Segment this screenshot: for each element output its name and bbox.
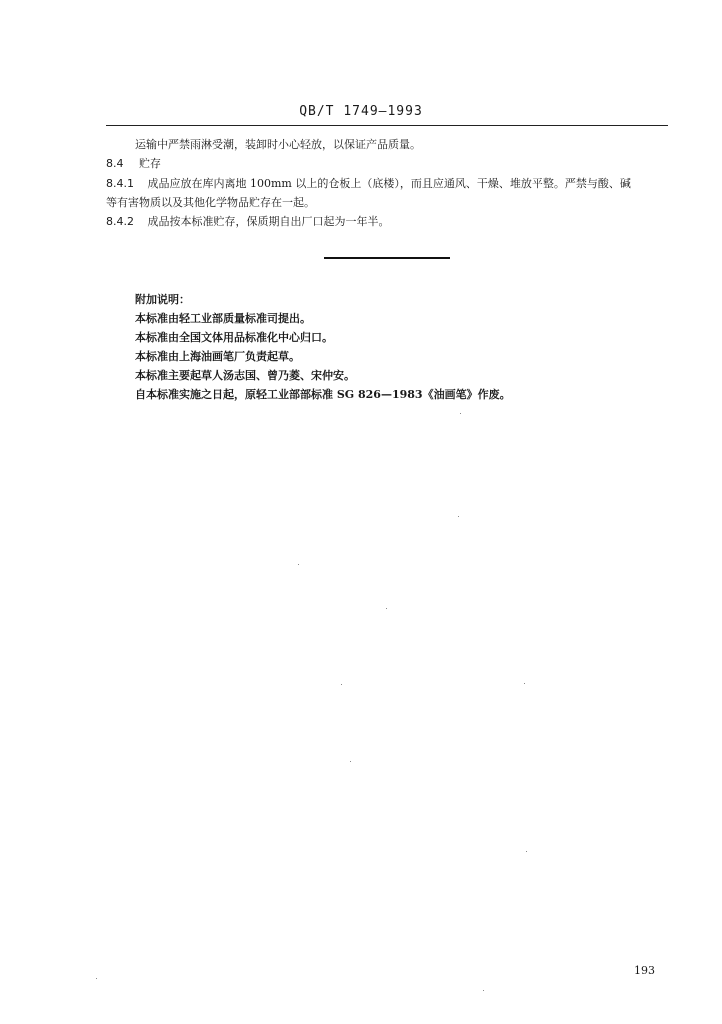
header-rule [106, 125, 668, 126]
section-8-4-1-line1 [106, 177, 631, 191]
scan-speck [526, 851, 527, 852]
scan-speck [460, 413, 461, 414]
scan-speck [483, 990, 484, 991]
scan-speck [350, 761, 351, 762]
section-8-4-heading [106, 157, 161, 171]
scan-speck [341, 684, 342, 685]
scan-speck [298, 564, 299, 565]
notes-heading: 附加说明： [135, 293, 190, 306]
section-8-4-number: 8.4 [106, 157, 124, 170]
section-8-4-title: 贮存 [139, 157, 161, 170]
note-item: 自本标准实施之日起，原轻工业部部标准 SG 826—1983《油画笔》作废。 [135, 388, 511, 401]
section-8-4-1-number: 8.4.1 [106, 177, 134, 190]
section-8-4-1-text-line1: 成品应放在库内离地 100mm 以上的仓板上（底楼），而且应通风、干燥、堆放平整。严禁与酸、碱 [147, 177, 631, 190]
scan-speck [386, 608, 387, 609]
scan-speck [458, 516, 459, 517]
end-rule [324, 257, 450, 259]
scan-speck [96, 978, 97, 979]
page-number: 193 [634, 964, 655, 977]
section-8-4-1-line2: 等有害物质以及其他化学物品贮存在一起。 [106, 196, 315, 209]
note-item: 本标准主要起草人汤志国、曾乃菱、宋仲安。 [135, 369, 355, 382]
section-8-4-2 [106, 215, 390, 229]
scan-speck [524, 683, 525, 684]
note-item: 本标准由全国文体用品标准化中心归口。 [135, 331, 333, 344]
transport-line: 运输中严禁雨淋受潮，装卸时小心轻放，以保证产品质量。 [135, 138, 421, 151]
note-item: 本标准由上海油画笔厂负责起草。 [135, 350, 300, 363]
standard-code: QB/T 1749—1993 [299, 104, 423, 119]
note-item: 本标准由轻工业部质量标准司提出。 [135, 312, 311, 325]
section-8-4-2-number: 8.4.2 [106, 215, 134, 228]
section-8-4-2-text: 成品按本标准贮存，保质期自出厂口起为一年半。 [147, 215, 390, 228]
